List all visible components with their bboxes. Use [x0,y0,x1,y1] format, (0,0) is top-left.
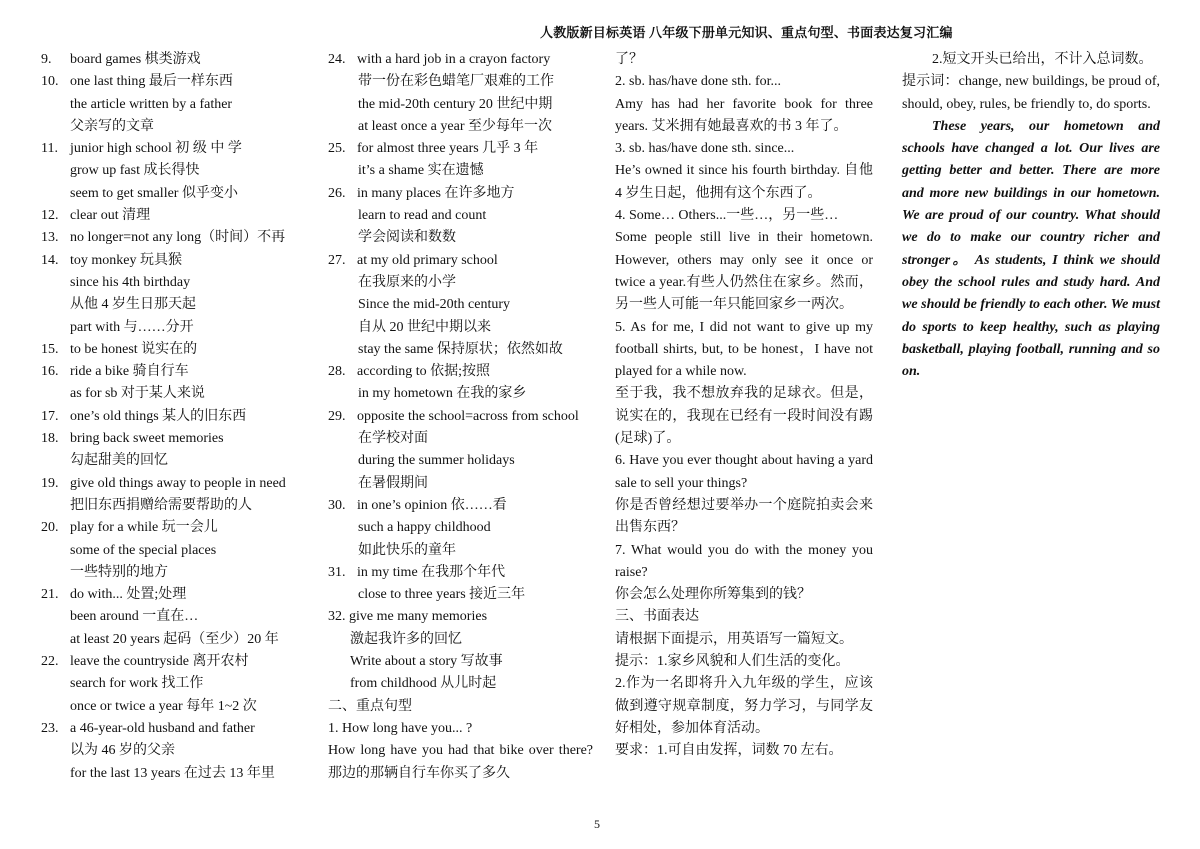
phrase-item [41,250,313,272]
phrase-item [328,406,593,428]
column-1 [41,49,313,785]
phrase-item [41,517,313,539]
phrase-text: 在学校对面 [358,431,428,447]
phrase-text: give old things away to people in need [70,475,286,491]
sentence-6-text: 6. Have you ever thought about having a yard sale to sell your things? [615,453,873,491]
writing-hint-2: 2.作为一名即将升入九年级的学生，应该做到遵守规章制度，努力学习，与同学友好相处，参加体育活动。 [615,676,873,736]
item-number: 30. [328,497,346,513]
item-number: 9. [41,52,52,67]
phrase-text: opposite the school=across from school [357,408,579,424]
writing-instruction: 请根据下面提示，用英语写一篇短文。 [615,631,853,647]
phrase-text: one last thing 最后一样东西 [70,74,233,90]
phrase-text: 如此快乐的童年 [358,542,456,558]
writing-requirement-2: 2.短文开头已给出，不计入总词数。 [932,52,1153,67]
phrase-text: to be honest 说实在的 [70,341,198,357]
phrase-text: stay the same 保持原状；依然如故 [358,341,563,357]
item-number: 22. [41,654,59,670]
phrase-text: some of the special places [70,542,217,558]
section-2-title: 二、重点句型 [328,698,412,714]
phrase-text: a 46-year-old husband and father [70,720,255,736]
sentence-5-text: 5. As for me, I did not want to give up my football shirts, but, to be honest，I have not played for a while now. [615,319,873,380]
phrase-text: for the last 13 years 在过去 13 年里 [70,765,275,781]
phrase-item [328,49,593,71]
phrase-item [41,428,313,450]
phrase-item [41,71,313,93]
phrase-text: in many places 在许多地方 [357,185,515,201]
phrase-text: in one’s opinion 依……看 [357,497,507,513]
phrase-item [41,473,313,495]
phrase-text: 学会阅读和数数 [358,230,456,246]
writing-requirement-1: 要求：1.可自由发挥，词数 70 左右。 [615,743,843,759]
phrase-item [328,138,593,160]
phrase-text: with a hard job in a crayon factory [357,52,551,67]
phrase-text: once or twice a year 每年 1~2 次 [70,698,257,714]
sentence-1-head: 1. How long have you... ? [328,720,473,736]
phrase-text: 带一份在彩色蜡笔厂艰难的工作 [358,74,554,90]
phrase-text: no longer=not any long（时间）不再 [70,230,286,246]
phrase-item [41,227,313,249]
sentence-7-text: 7. What would you do with the money you raise? [615,542,873,580]
phrase-text: 激起我许多的回忆 [350,631,462,647]
phrase-text: 自从 20 世纪中期以来 [358,319,491,335]
sentence-7-translation: 你会怎么处理你所筹集到的钱？ [615,587,811,603]
phrase-item [328,183,593,205]
phrase-item [41,406,313,428]
item-number: 26. [328,185,346,201]
phrase-item [41,584,313,606]
phrase-item [41,205,313,227]
phrase-text: Write about a story 写故事 [350,654,503,670]
column-4 [902,49,1160,383]
phrase-text: 勾起甜美的回忆 [70,453,168,469]
item-number: 11. [41,141,58,157]
phrase-list-2 [328,49,593,606]
item-number: 29. [328,408,346,424]
phrase-text: for almost three years 几乎 3 年 [357,141,539,157]
phrase-text: from childhood 从儿时起 [350,676,497,692]
writing-keywords: 提示词：change, new buildings, be proud of, should, obey, rules, be friendly to, do sports. [902,74,1160,112]
phrase-text: do with... 处置;处理 [70,587,187,603]
sentence-6-translation: 你是否曾经想过要举办一个庭院拍卖会来出售东西？ [615,497,873,536]
phrase-text: one’s old things 某人的旧东西 [70,408,247,424]
phrase-text: as for sb 对于某人来说 [70,386,205,402]
phrase-text: toy monkey 玩具猴 [70,252,182,268]
phrase-text: 一些特别的地方 [70,564,168,580]
phrase-text: junior high school 初 级 中 学 [70,141,242,157]
phrase-text: 从他 4 岁生日那天起 [70,297,196,313]
item-number: 25. [328,141,346,157]
phrase-text: been around 一直在… [70,609,199,625]
phrase-item [328,495,593,517]
phrase-text: seem to get smaller 似乎变小 [70,185,238,201]
item-number: 12. [41,208,59,224]
sentence-2-text: Amy has had her favorite book for three years. 艾米拥有她最喜欢的书 3 年了。 [615,96,873,134]
phrase-text: according to 依据;按照 [357,364,490,380]
item-number: 17. [41,408,59,424]
section-3-title: 三、书面表达 [615,609,699,625]
phrase-text: in my hometown 在我的家乡 [358,386,527,402]
phrase-text: such a happy childhood [358,520,491,536]
phrase-text: it’s a shame 实在遗憾 [358,163,484,179]
item-number: 27. [328,252,346,268]
phrase-text: part with 与……分开 [70,319,194,335]
item-number: 21. [41,587,59,603]
item-number: 13. [41,230,59,246]
phrase-item [41,361,313,383]
sentence-2-head: 2. sb. has/have done sth. for... [615,74,782,90]
sentence-3-head: 3. sb. has/have done sth. since... [615,141,795,157]
writing-hint-1: 提示：1.家乡风貌和人们生活的变化。 [615,654,850,670]
phrase-text: grow up fast 成长得快 [70,163,200,179]
phrase-text: search for work 找工作 [70,676,204,692]
phrase-item [41,138,313,160]
page-header: 人教版新目标英语 八年级下册单元知识、重点句型、书面表达复习汇编 [540,25,953,40]
phrase-text: since his 4th birthday [70,274,191,290]
phrase-item [328,562,593,584]
phrase-text: in my time 在我那个年代 [357,564,506,580]
phrase-item [41,651,313,673]
sentence-3-text: He’s owned it since his fourth birthday. 自他 4 岁生日起，他拥有这个东西了。 [615,163,873,201]
phrase-text: bring back sweet memories [70,431,224,447]
phrase-text: clear out 清理 [70,208,151,224]
sample-essay: These years, our hometown and schools have changed a lot. Our lives are getting better and better. There are more and more new buildings in our hometown. We are proud of our country. What should we do to make our country richer and stronger。 As students, I think we should obey the school rules and study hard. And we should be friendly to each other. We must do sports to keep healthy, such as playing basketball, playing football, running and so on. [902,118,1160,380]
phrase-text: Since the mid-20th century [358,297,511,313]
phrase-item [41,49,313,71]
phrase-text: the article written by a father [70,96,233,112]
phrase-item [328,250,593,272]
sentence-4-head: 4. Some… Others...一些…，另一些… [615,208,839,224]
item-number: 20. [41,520,59,536]
phrase-text: close to three years 接近三年 [358,587,526,603]
sentence-5-translation: 至于我，我不想放弃我的足球衣。但是，说实在的，我现在已经有一段时间没有踢(足球)了。 [615,386,873,447]
item-number: 24. [328,52,346,67]
phrase-text: play for a while 玩一会儿 [70,520,218,536]
phrase-text: 父亲写的文章 [70,118,154,134]
sentence-1-text: How long have you had that bike over there? 那边的那辆自行车你买了多久 [328,743,593,781]
phrase-text: ride a bike 骑自行车 [70,364,189,380]
item-number: 28. [328,364,346,380]
item-number: 16. [41,364,59,380]
phrase-text: leave the countryside 离开农村 [70,654,249,670]
phrase-text: learn to read and count [358,208,487,224]
item-number: 31. [328,564,346,580]
phrase-text: 在我原来的小学 [358,274,456,290]
phrase-text: at least 20 years 起码（至少）20 年 [70,631,279,647]
phrase-text: at my old primary school [357,252,498,268]
phrase-text: 把旧东西捐赠给需要帮助的人 [70,497,252,513]
page-number: 5 [594,817,600,831]
item-number: 23. [41,720,59,736]
item-number: 18. [41,431,59,447]
phrase-item-32-lines [328,629,593,696]
phrase-text: board games 棋类游戏 [70,52,201,67]
phrase-item [41,718,313,740]
column-3 [615,49,873,763]
phrase-item-32: 32. give me many memories [328,609,488,625]
phrase-text: during the summer holidays [358,453,515,469]
item-number: 19. [41,475,59,491]
item-number: 15. [41,341,59,357]
phrase-item [328,361,593,383]
item-number: 10. [41,74,59,90]
item-number: 14. [41,252,59,268]
phrase-text: 在暑假期间 [358,475,428,491]
phrase-text: the mid-20th century 20 世纪中期 [358,96,553,112]
phrase-text: at least once a year 至少每年一次 [358,118,552,134]
phrase-text: 以为 46 岁的父亲 [70,743,175,759]
column-2 [328,49,593,785]
phrase-item [41,339,313,361]
sentence-1-continued: 了？ [615,52,643,67]
sentence-4-text: Some people still live in their hometown. However, others may only see it once or twice a year.有些人仍然住在家乡。然而，另一些人可能一年只能回家乡一两次。 [615,230,873,313]
